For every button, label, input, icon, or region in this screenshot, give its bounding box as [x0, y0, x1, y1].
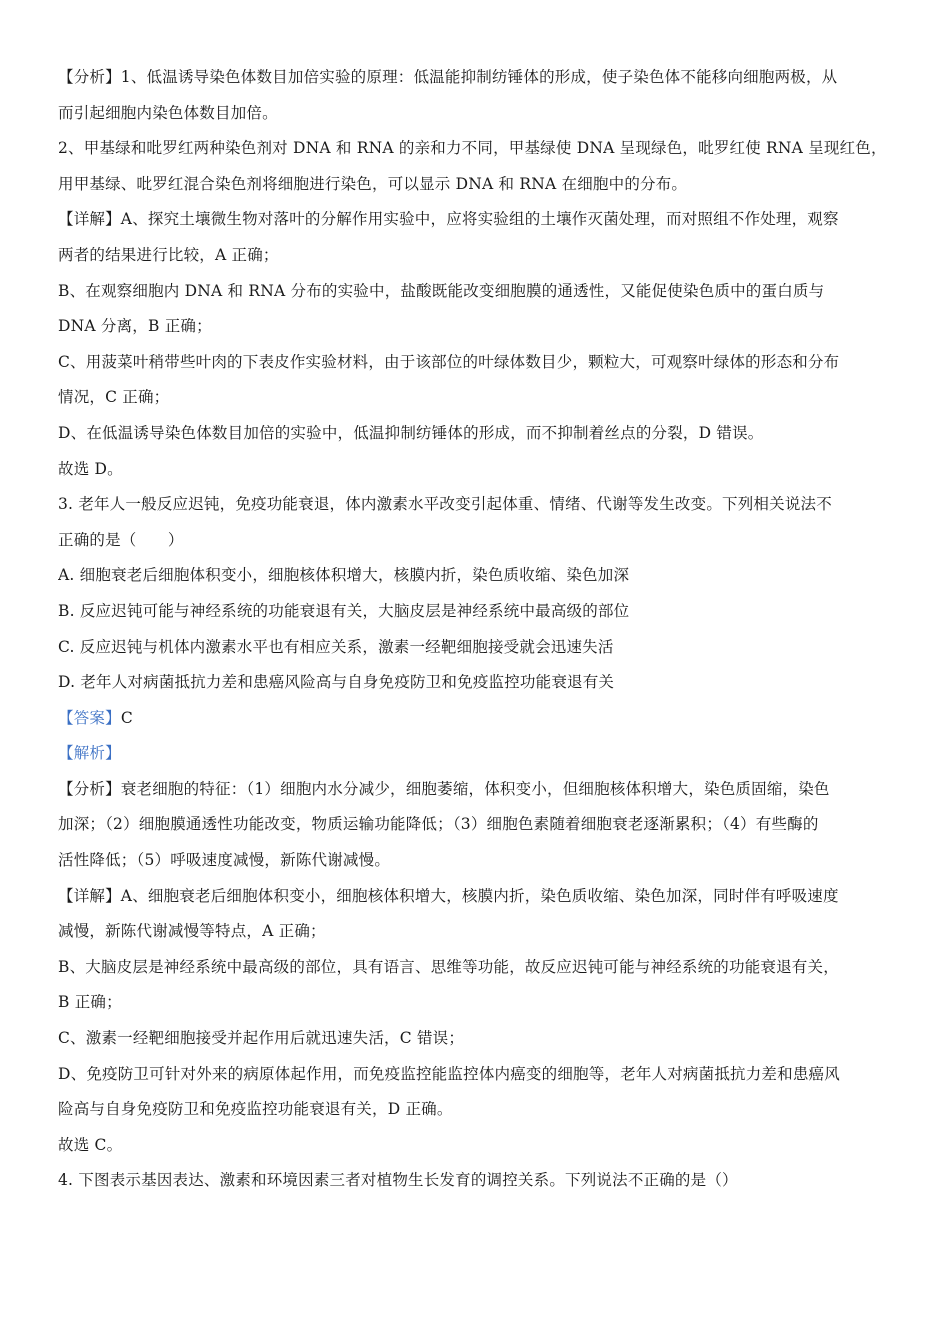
document-page	[58, 60, 903, 1199]
q3-analysis-line-1: 【分析】衰老细胞的特征：（1）细胞内水分减少，细胞萎缩，体积变小，但细胞核体积增大，染色质固缩，染色	[58, 779, 830, 798]
q3-detail-line-2: 减慢，新陈代谢减慢等特点，A 正确；	[58, 922, 326, 941]
q3-conclusion: 故选 C。	[58, 1135, 123, 1154]
q3-detail-line-1: 【详解】A、细胞衰老后细胞体积变小，细胞核体积增大，核膜内折，染色质收缩、染色加深，同时伴有呼吸速度	[58, 886, 839, 905]
q3-analysis-line-2: 加深；（2）细胞膜通透性功能改变，物质运输功能降低；（3）细胞色素随着细胞衰老逐渐累积；（4）有些酶的	[58, 815, 819, 834]
q2-detail-line-4: DNA 分离，B 正确；	[58, 317, 212, 336]
q3-detail-line-5: C、激素一经靶细胞接受并起作用后就迅速失活，C 错误；	[58, 1029, 465, 1048]
q2-analysis-line-4: 用甲基绿、吡罗红混合染色剂将细胞进行染色，可以显示 DNA 和 RNA 在细胞中的分布。	[58, 174, 688, 193]
q2-analysis-line-3: 2、甲基绿和吡罗红两种染色剂对 DNA 和 RNA 的亲和力不同，甲基绿使 DNA 呈现绿色，吡罗红使 RNA 呈现红色，	[58, 139, 887, 158]
q3-jiexi	[58, 736, 903, 772]
answer-tag: 【答案】	[58, 708, 121, 727]
q3-option-a: A. 细胞衰老后细胞体积变小，细胞核体积增大，核膜内折，染色质收缩、染色加深	[58, 566, 630, 585]
q2-analysis-line-2: 而引起细胞内染色体数目加倍。	[58, 103, 278, 122]
q3-detail-line-7: 险高与自身免疫防卫和免疫监控功能衰退有关，D 正确。	[58, 1100, 453, 1119]
q2-detail-line-3: B、在观察细胞内 DNA 和 RNA 分布的实验中，盐酸既能改变细胞膜的通透性，又能促使染色质中的蛋白质与	[58, 281, 825, 300]
q2-detail-line-1: 【详解】A、探究土壤微生物对落叶的分解作用实验中，应将实验组的土壤作灭菌处理，而对照组不作处理，观察	[58, 210, 839, 229]
q2-detail-line-2: 两者的结果进行比较，A 正确；	[58, 245, 279, 264]
q3-option-b: B. 反应迟钝可能与神经系统的功能衰退有关，大脑皮层是神经系统中最高级的部位	[58, 601, 630, 620]
q2-conclusion: 故选 D。	[58, 459, 123, 478]
q3-option-c: C. 反应迟钝与机体内激素水平也有相应关系，激素一经靶细胞接受就会迅速失活	[58, 637, 614, 656]
q3-detail-line-4: B 正确；	[58, 993, 122, 1012]
q3-detail-line-6: D、免疫防卫可针对外来的病原体起作用，而免疫监控能监控体内癌变的细胞等，老年人对病菌抵抗力差和患癌风	[58, 1064, 840, 1083]
q3-answer	[58, 701, 903, 737]
q2-detail-line-5: C、用菠菜叶稍带些叶肉的下表皮作实验材料，由于该部位的叶绿体数目少，颗粒大，可观察叶绿体的形态和分布	[58, 352, 840, 371]
answer-value: C	[120, 708, 133, 727]
q4-stem: 4. 下图表示基因表达、激素和环境因素三者对植物生长发育的调控关系。下列说法不正确的是（）	[58, 1171, 738, 1190]
q3-option-d: D. 老年人对病菌抵抗力差和患癌风险高与自身免疫防卫和免疫监控功能衰退有关	[58, 673, 615, 692]
q3-detail-line-3: B、大脑皮层是神经系统中最高级的部位，具有语言、思维等功能，故反应迟钝可能与神经系统的功能衰退有关，	[58, 957, 839, 976]
q3-stem-line-1: 3. 老年人一般反应迟钝，免疫功能衰退，体内激素水平改变引起体重、情绪、代谢等发生改变。下列相关说法不	[58, 495, 832, 514]
jiexi-tag: 【解析】	[58, 744, 121, 763]
q3-stem-line-2: 正确的是（ ）	[58, 530, 184, 549]
q3-analysis-line-3: 活性降低；（5）呼吸速度减慢，新陈代谢减慢。	[58, 851, 391, 870]
q2-detail-line-7: D、在低温诱导染色体数目加倍的实验中，低温抑制纺锤体的形成，而不抑制着丝点的分裂，D 错误。	[58, 423, 764, 442]
q2-detail-line-6: 情况，C 正确；	[58, 388, 170, 407]
q2-analysis-line-1: 【分析】1、低温诱导染色体数目加倍实验的原理：低温能抑制纺锤体的形成，使子染色体不能移向细胞两极，从	[58, 68, 838, 86]
